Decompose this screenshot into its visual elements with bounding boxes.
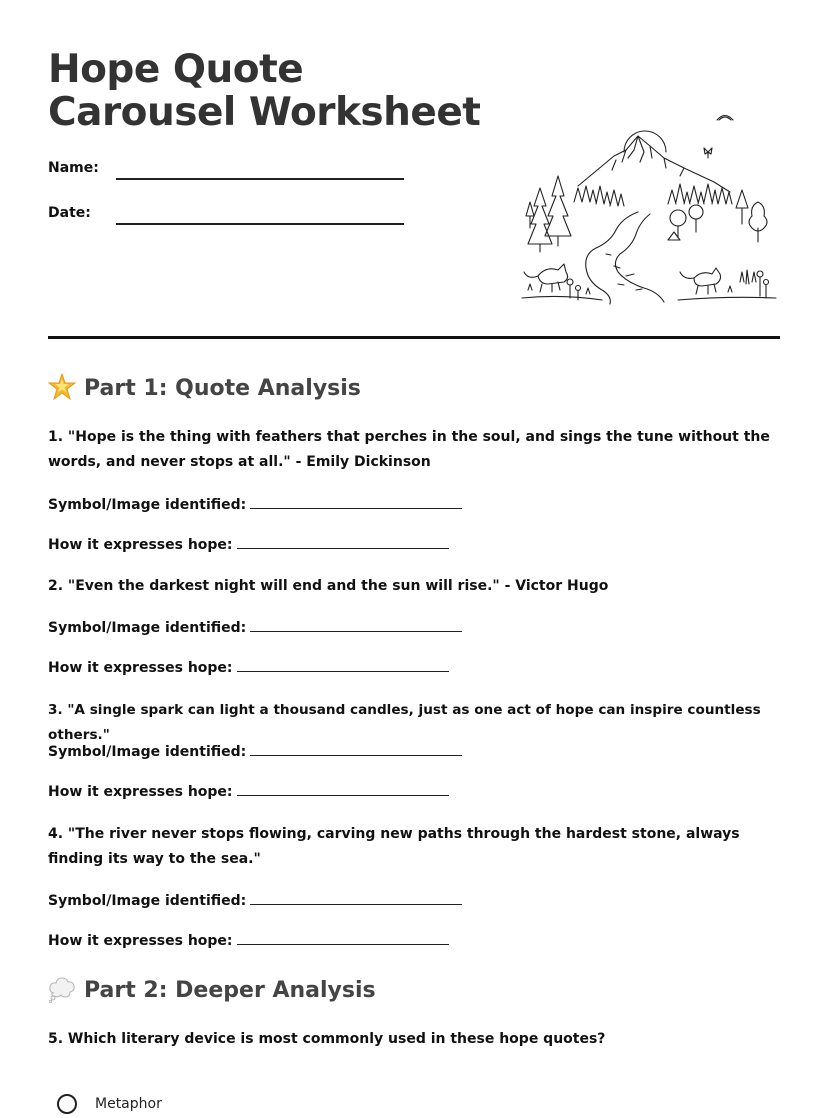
date-input-line[interactable] [116, 223, 404, 225]
q2-symbol-label: Symbol/Image identified: [48, 620, 247, 636]
q3-symbol-blank[interactable] [250, 741, 462, 756]
q3-symbol-label: Symbol/Image identified: [48, 744, 247, 760]
part2-heading [48, 976, 376, 1006]
header-divider [48, 336, 780, 339]
option-label: Metaphor [95, 1096, 162, 1112]
q4-symbol-field[interactable] [48, 890, 462, 911]
landscape-illustration [518, 106, 780, 306]
q1-symbol-label: Symbol/Image identified: [48, 497, 247, 513]
question-4: 4. "The river never stops flowing, carving new paths through the hardest stone, always finding its way to the sea." [48, 826, 740, 867]
option-metaphor[interactable] [57, 1092, 257, 1118]
date-label: Date: [48, 205, 91, 221]
q2-symbol-blank[interactable] [250, 617, 462, 632]
question-5: 5. Which literary device is most commonly used in these hope quotes? [48, 1031, 606, 1047]
part1-heading [48, 374, 361, 404]
q2-symbol-field[interactable] [48, 617, 462, 638]
question-1: 1. "Hope is the thing with feathers that perches in the soul, and sings the tune without the words, and never stops at all." - Emily Dickinson [48, 429, 770, 470]
q3-symbol-field[interactable] [48, 741, 462, 762]
q4-hope-label: How it expresses hope: [48, 933, 233, 949]
q3-hope-label: How it expresses hope: [48, 784, 233, 800]
q3-hope-field[interactable] [48, 781, 449, 802]
q3-hope-blank[interactable] [237, 781, 449, 796]
q2-hope-label: How it expresses hope: [48, 660, 233, 676]
q1-hope-label: How it expresses hope: [48, 537, 233, 553]
q1-symbol-field[interactable] [48, 494, 462, 515]
q1-hope-blank[interactable] [237, 534, 449, 549]
radio-button[interactable] [57, 1094, 77, 1114]
thought-bubble-emoji-icon [48, 975, 76, 1003]
name-field[interactable] [48, 160, 408, 184]
q1-hope-field[interactable] [48, 534, 449, 555]
question-3: 3. "A single spark can light a thousand candles, just as one act of hope can inspire countless others." [48, 702, 761, 743]
q1-symbol-blank[interactable] [250, 494, 462, 509]
q2-hope-field[interactable] [48, 657, 449, 678]
name-input-line[interactable] [116, 178, 404, 180]
question-2: 2. "Even the darkest night will end and the sun will rise." - Victor Hugo [48, 578, 609, 594]
part1-heading-text: Part 1: Quote Analysis [84, 376, 361, 401]
q4-symbol-label: Symbol/Image identified: [48, 893, 247, 909]
q2-hope-blank[interactable] [237, 657, 449, 672]
q4-hope-field[interactable] [48, 930, 449, 951]
part2-heading-text: Part 2: Deeper Analysis [84, 978, 376, 1003]
q4-hope-blank[interactable] [237, 930, 449, 945]
star-emoji-icon [48, 373, 76, 401]
worksheet-title: Hope Quote Carousel Worksheet [48, 47, 481, 135]
date-field[interactable] [48, 205, 408, 229]
name-label: Name: [48, 160, 99, 176]
q4-symbol-blank[interactable] [250, 890, 462, 905]
